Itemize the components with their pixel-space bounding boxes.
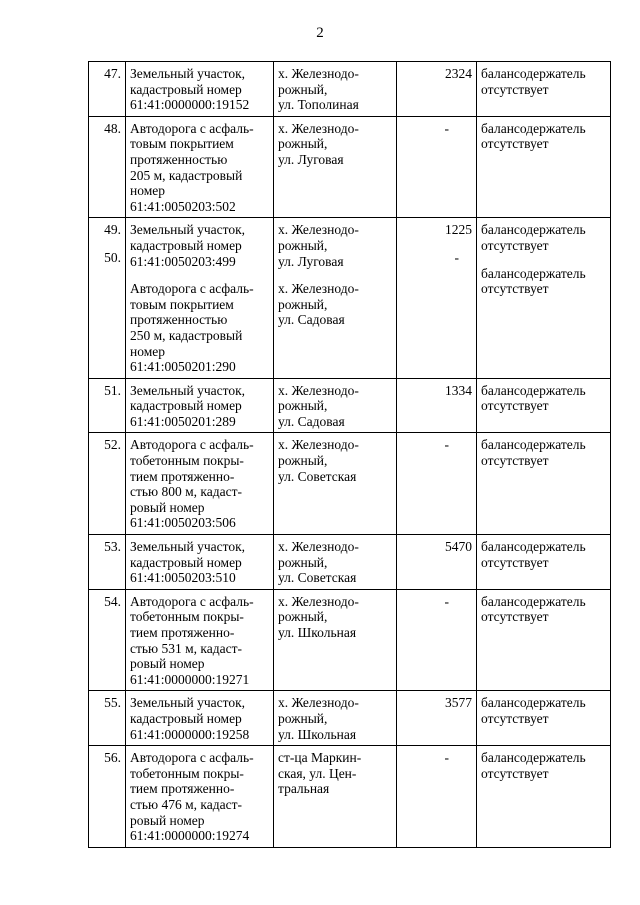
object-area: - [454,249,459,265]
object-description-line: 250 м, кадастровый [130,327,243,343]
balance-holder-cell [477,116,611,218]
table-row [89,691,611,746]
object-description-line: Земельный участок, [130,539,246,555]
table-row [89,62,611,117]
balance-holder-cell [477,433,611,535]
object-address-line: ул. Садовая [278,413,345,429]
object-description-line: Земельный участок, [130,695,246,711]
balance-holder-line: отсутствует [481,609,549,625]
object-address-cell [274,746,397,848]
object-address-line: тральная [278,781,330,797]
object-area-cell [397,535,477,590]
item-number-cell [89,691,126,746]
item-number-cell [89,378,126,433]
balance-holder-line: отсутствует [481,765,549,781]
object-address-line: ул. Луговая [278,253,344,269]
object-address-line: х. Железнодо- [278,539,359,555]
item-number: 53. [104,539,121,555]
object-area-cell [397,62,477,117]
object-description-line: 61:41:0050201:290 [130,359,236,375]
object-address-line: рожный, [278,710,328,726]
page-number: 2 [316,25,324,41]
object-area-cell [397,589,477,691]
balance-holder-line: балансодержатель [481,265,586,281]
object-address-line: рожный, [278,81,328,97]
balance-holder-line: отсутствует [481,554,549,570]
object-area: 1334 [445,382,472,398]
object-area-cell [397,378,477,433]
object-description-line: тием протяженно- [130,625,235,640]
object-address-line: х. Железнодо- [278,281,359,297]
object-description-cell [126,378,274,433]
object-description-cell [126,218,274,378]
object-description-line: Земельный участок, [130,66,246,81]
balance-holder-line: балансодержатель [481,66,586,81]
object-address-line: ул. Советская [278,570,357,586]
object-description-line: тобетонным покры- [130,609,244,625]
balance-holder-line: отсутствует [481,281,549,297]
item-number-cell [89,535,126,590]
object-description-line: протяженностью [130,151,228,167]
item-number: 55. [104,695,121,711]
table-row [89,535,611,590]
object-description-line: 205 м, кадастровый [130,167,243,183]
object-area-cell [397,433,477,535]
object-description-line: 61:41:0000000:19152 [130,97,250,113]
object-description-line: Автодорога с асфаль- [130,281,254,297]
object-address-cell [274,691,397,746]
balance-holder-line: балансодержатель [481,695,586,711]
object-description-cell [126,116,274,218]
object-address-cell [274,378,397,433]
object-area: 5470 [445,539,472,555]
balance-holder-cell [477,691,611,746]
object-address-line: х. Железнодо- [278,382,359,398]
object-address-cell [274,589,397,691]
balance-holder-cell [477,378,611,433]
object-address-cell [274,433,397,535]
object-address-line: ская, ул. Цен- [278,765,357,781]
object-address-line: рожный, [278,237,328,253]
object-area: 2324 [445,66,472,81]
item-number: 51. [104,382,121,398]
balance-holder-line: отсутствует [481,136,549,152]
object-description-line: 61:41:0050201:289 [130,413,236,429]
balance-holder-cell [477,589,611,691]
object-description-line: Автодорога с асфаль- [130,593,254,609]
object-address-line: рожный, [278,554,328,570]
object-description-line: товым покрытием [130,136,234,152]
property-registry-table [88,61,611,848]
table-row [89,746,611,848]
object-address-line: х. Железнодо- [278,66,359,81]
item-number-cell [89,589,126,691]
object-area: - [444,120,449,136]
object-description-line: номер [130,343,166,359]
object-description-line: 61:41:0000000:19271 [130,671,250,687]
item-number-cell [89,433,126,535]
object-area-cell [397,746,477,848]
object-area: 3577 [445,695,472,711]
object-description-line: Автодорога с асфаль- [130,437,254,453]
balance-holder-line: балансодержатель [481,222,586,238]
item-number: 50. [104,249,121,265]
object-description-line: 61:41:0050203:502 [130,198,236,214]
object-area-cell [397,218,477,378]
registry-body [89,62,611,848]
object-description-cell [126,535,274,590]
item-number-cell [89,746,126,848]
object-area: 1225 [445,222,472,238]
balance-holder-cell [477,535,611,590]
object-address-line: рожный, [278,609,328,625]
object-area: - [444,437,449,453]
object-address-cell [274,535,397,590]
balance-holder-line: балансодержатель [481,382,586,398]
table-row [89,589,611,691]
entry-separator [130,269,269,281]
object-address-line: рожный, [278,398,328,414]
balance-holder-cell [477,746,611,848]
object-address-line: ул. Садовая [278,312,345,328]
object-area-cell [397,116,477,218]
object-description-line: ровый номер [130,656,205,672]
object-description-line: кадастровый номер [130,554,242,570]
item-number: 49. [104,222,121,238]
balance-holder-line: отсутствует [481,398,549,414]
object-area: - [444,593,449,609]
entry-separator [401,238,472,250]
object-address-line: х. Железнодо- [278,593,359,609]
item-number: 52. [104,437,121,453]
object-description-line: кадастровый номер [130,710,242,726]
object-description-cell [126,62,274,117]
object-description-line: протяженностью [130,312,228,328]
item-number-cell [89,62,126,117]
table-row [89,218,611,378]
object-description-line: ровый номер [130,812,205,828]
entry-separator [278,269,392,281]
object-address-line: ул. Тополиная [278,97,359,113]
object-area-cell [397,691,477,746]
item-number-cell [89,218,126,378]
balance-holder-line: отсутствует [481,237,549,253]
object-address-line: ул. Луговая [278,151,344,167]
balance-holder-line: отсутствует [481,81,549,97]
object-area: - [444,750,449,766]
object-description-line: кадастровый номер [130,237,242,253]
balance-holder-line: балансодержатель [481,539,586,555]
balance-holder-cell [477,62,611,117]
object-description-line: стью 531 м, кадаст- [130,640,243,656]
object-description-line: ровый номер [130,499,205,515]
object-description-cell [126,433,274,535]
item-number-cell [89,116,126,218]
object-address-line: рожный, [278,453,328,469]
object-description-cell [126,691,274,746]
object-description-line: Автодорога с асфаль- [130,120,254,136]
item-number: 56. [104,750,121,766]
object-description-line: тием протяженно- [130,468,235,484]
balance-holder-line: балансодержатель [481,437,586,453]
object-description-line: 61:41:0050203:499 [130,253,236,269]
object-description-line: кадастровый номер [130,81,242,97]
object-description-cell [126,589,274,691]
object-description-line: Земельный участок, [130,222,246,238]
object-description-line: тобетонным покры- [130,765,244,781]
object-description-line: тием протяженно- [130,781,235,797]
object-description-line: стью 800 м, кадаст- [130,484,243,500]
item-number: 54. [104,593,121,609]
object-description-cell [126,746,274,848]
item-number: 48. [104,120,121,136]
object-description-line: номер [130,183,166,199]
object-address-line: рожный, [278,296,328,312]
balance-holder-line: балансодержатель [481,120,586,136]
object-address-line: х. Железнодо- [278,695,359,711]
balance-holder-line: отсутствует [481,710,549,726]
object-address-line: ул. Советская [278,468,357,484]
object-description-line: стью 476 м, кадаст- [130,796,243,812]
object-description-line: кадастровый номер [130,398,242,414]
object-description-line: Земельный участок, [130,382,246,398]
object-address-line: ул. Школьная [278,625,357,640]
entry-separator [481,254,606,266]
object-description-line: 61:41:0000000:19274 [130,828,250,844]
object-address-cell [274,218,397,378]
object-address-line: рожный, [278,136,328,152]
object-description-line: 61:41:0000000:19258 [130,726,250,742]
object-description-line: 61:41:0050203:506 [130,515,236,531]
object-description-line: товым покрытием [130,296,234,312]
object-description-line: 61:41:0050203:510 [130,570,236,586]
object-address-line: ст-ца Маркин- [278,750,362,766]
object-description-line: Автодорога с асфаль- [130,750,254,766]
object-address-cell [274,116,397,218]
object-address-cell [274,62,397,117]
entry-separator [93,238,121,250]
balance-holder-line: отсутствует [481,453,549,469]
object-description-line: тобетонным покры- [130,453,244,469]
object-address-line: ул. Школьная [278,726,357,742]
table-row [89,378,611,433]
table-row [89,116,611,218]
balance-holder-line: балансодержатель [481,593,586,609]
object-address-line: х. Железнодо- [278,437,359,453]
item-number: 47. [104,66,121,81]
table-row [89,433,611,535]
object-address-line: х. Железнодо- [278,120,359,136]
balance-holder-cell [477,218,611,378]
balance-holder-line: балансодержатель [481,750,586,766]
object-address-line: х. Железнодо- [278,222,359,238]
